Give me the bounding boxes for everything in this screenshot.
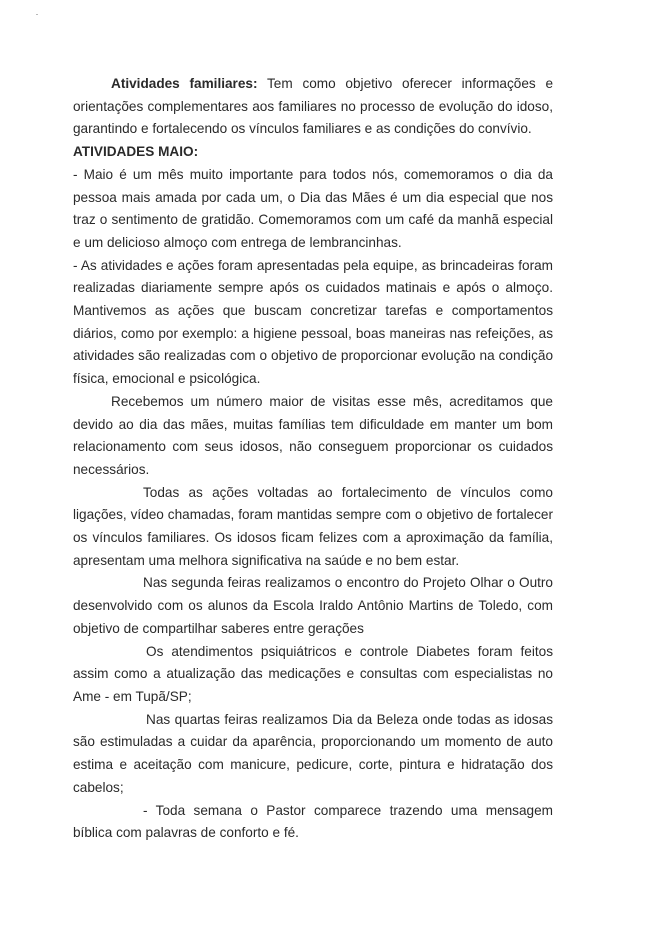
paragraph-text: Tem como objetivo oferecer informações e orientações complementares aos familiares no processo de evolução do idoso, garantindo e fortalecendo os vínculos familiares e as condições do convívio. [73, 76, 554, 137]
scan-speck [36, 14, 38, 15]
paragraph-dia-da-beleza: Nas quartas feiras realizamos Dia da Beleza onde todas as idosas são estimuladas a cuidar da aparência, proporcionando um momento de auto estima e aceitação com manicure, pedicure, corte, pintura e hidratação dos cabelos; [73, 711, 553, 795]
document-page [73, 73, 553, 845]
section-heading: ATIVIDADES MAIO: [73, 144, 199, 160]
paragraph-heading: Atividades familiares: [111, 76, 258, 91]
paragraph-projeto-olhar-o-outro: Nas segunda feiras realizamos o encontro do Projeto Olhar o Outro desenvolvido com os alunos da Escola Iraldo Antônio Martins de Toledo, com objetivo de compartilhar saberes entre gerações [73, 575, 553, 636]
paragraph-atividades-acoes: - As atividades e ações foram apresentadas pela equipe, as brincadeiras foram realizadas diariamente sempre após os cuidados matinais e após o almoço. Mantivemos as ações que buscam concretizar tarefas e comportamentos diários, como por exemplo: a higiene pessoal, boas maneiras nas refeições, as atividades são realizadas com o objetivo de proporcionar evolução na condição física, emocional e psicológica. [73, 257, 553, 387]
paragraph-fortalecimento-vinculos: Todas as ações voltadas ao fortalecimento de vínculos como ligações, vídeo chamadas, foram mantidas sempre com o objetivo de fortalecer os vínculos familiares. Os idosos ficam felizes com a aproximação da família, apresentam uma melhora significativa na saúde e no bem estar. [73, 484, 553, 568]
paragraph-visitas: Recebemos um número maior de visitas esse mês, acreditamos que devido ao dia das mães, muitas famílias tem dificuldade em manter um bom relacionamento com seus idosos, não conseguem proporcionar os cuidados necessários. [73, 393, 553, 477]
paragraph-dia-das-maes: - Maio é um mês muito importante para todos nós, comemoramos o dia da pessoa mais amada por cada um, o Dia das Mães é um dia especial que nos traz o sentimento de gratidão. Comemoramos com um café da manhã especial e um delicioso almoço com entrega de lembrancinhas. [73, 166, 553, 250]
paragraph-atividades-familiares [73, 73, 553, 141]
paragraph-pastor: - Toda semana o Pastor comparece trazendo uma mensagem bíblica com palavras de conforto e fé. [73, 802, 553, 841]
paragraph-atendimentos: Os atendimentos psiquiátricos e controle Diabetes foram feitos assim como a atualização das medicações e consultas com especialistas no Ame - em Tupã/SP; [73, 643, 553, 704]
